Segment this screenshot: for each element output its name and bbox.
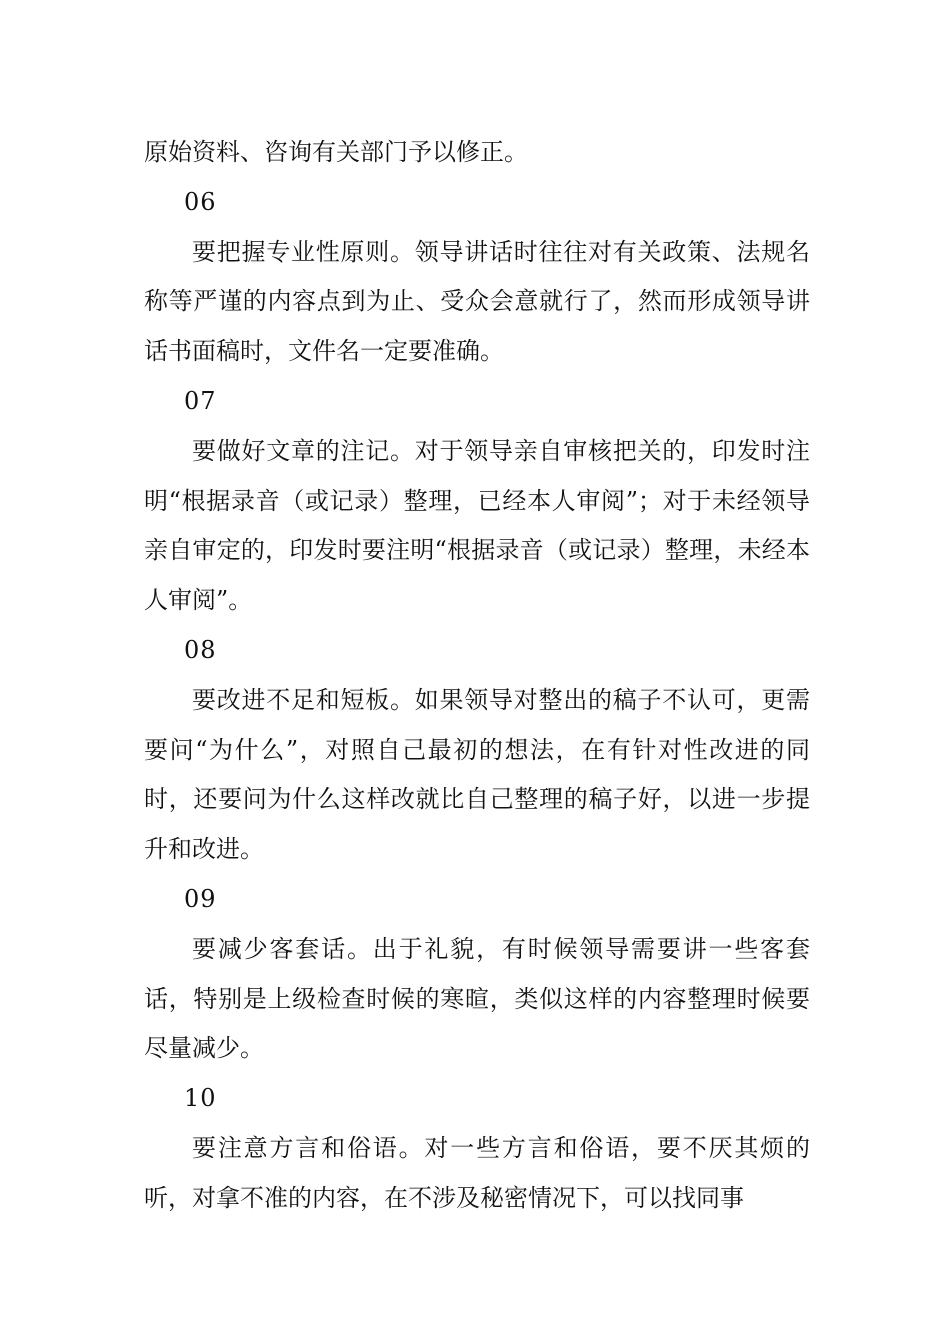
paragraph-10: 要注意方言和俗语。对一些方言和俗语，要不厌其烦的听，对拿不准的内容，在不涉及秘密情况下，可以找同事 — [144, 1133, 810, 1212]
paragraph-06: 要把握专业性原则。领导讲话时往往对有关政策、法规名称等严谨的内容点到为止、受众会意就行了，然而形成领导讲话书面稿时，文件名一定要准确。 — [144, 237, 810, 366]
paragraph-07: 要做好文章的注记。对于领导亲自审核把关的，印发时注明“根据录音（或记录）整理，已经本人审阅”；对于未经领导亲自审定的，印发时要注明“根据录音（或记录）整理，未经本人审阅”。 — [144, 436, 810, 615]
section-number-09: 09 — [184, 884, 217, 913]
section-number-07: 07 — [184, 386, 217, 415]
document-body — [144, 128, 810, 1224]
paragraph-09: 要减少客套话。出于礼貌，有时候领导需要讲一些客套话，特别是上级检查时候的寒暄，类似这样的内容整理时候要尽量减少。 — [144, 934, 810, 1063]
section-number-06: 06 — [184, 187, 217, 216]
section-number-10: 10 — [184, 1084, 217, 1113]
paragraph-continuation: 原始资料、咨询有关部门予以修正。 — [144, 138, 528, 166]
section-number-08: 08 — [184, 635, 217, 664]
paragraph-08: 要改进不足和短板。如果领导对整出的稿子不认可，更需要问“为什么”，对照自己最初的想法，在有针对性改进的同时，还要问为什么这样改就比自己整理的稿子好，以进一步提升和改进。 — [144, 685, 810, 864]
